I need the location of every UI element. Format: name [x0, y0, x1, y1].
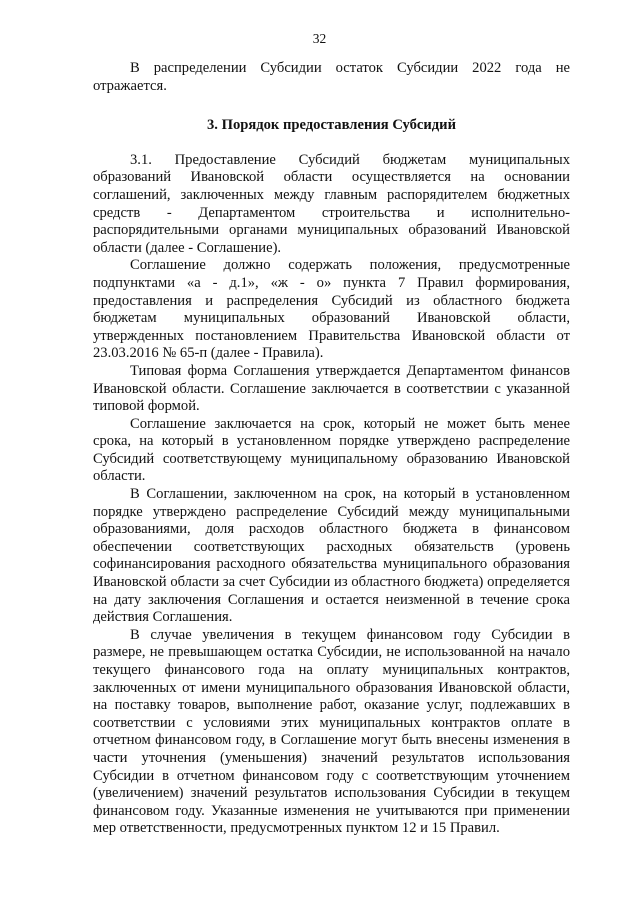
- spacer: [93, 95, 570, 117]
- spacer: [93, 135, 570, 152]
- section-heading: 3. Порядок предоставления Субсидий: [207, 117, 456, 134]
- page-number: 32: [312, 31, 327, 46]
- paragraph: Соглашение должно содержать положения, предусмотренные подпунктами «а - д.1», «ж - о» пункта 7 Правил формирования, предоставления и распределения Субсидий из областного бюджета бюджетам муниципальных образований Ивановской области, утвержденных постановлением Правительства Ивановской области от 23.03.2016 № 65-п (далее - Правила).: [93, 257, 570, 362]
- intro-paragraph: В распределении Субсидии остаток Субсидии 2022 года не отражается.: [93, 60, 570, 94]
- paragraph: В Соглашении, заключенном на срок, на который в установленном порядке утверждено распределение Субсидий между муниципальными образованиями, доля расходов областного бюджета в финансовом обеспечении соответствующих расходных обязательств (уровень софинансирования расходного обязательства муниципального образования Ивановской области за счет Субсидии из областного бюджета) определяется на дату заключения Соглашения и остается неизменной в течение срока действия Соглашения.: [93, 486, 570, 626]
- paragraph: В случае увеличения в текущем финансовом году Субсидии в размере, не превышающем остатка Субсидии, не использованной на начало текущего финансового года на оплату муниципальных контрактов, заключенных от имени муниципального образования Ивановской области, на поставку товаров, выполнение работ, оказание услуг, подлежавших в соответствии с условиями этих муниципальных контрактов оплате в отчетном финансовом году, в Соглашение могут быть внесены изменения в части уточнения (уменьшения) значений результатов использования Субсидии в отчетном финансовом году с соответствующим уточнением (увеличением) значений результатов использования Субсидии в текущем финансовом году. Указанные изменения не учитываются при применении мер ответственности, предусмотренных пунктом 12 и 15 Правил.: [93, 626, 570, 837]
- paragraph: 3.1. Предоставление Субсидий бюджетам муниципальных образований Ивановской области осуществляется на основании соглашений, заключенных между главным распорядителем бюджетных средств - Департаментом строительства и исполнительно-распорядительными органами муниципальных образований Ивановской области (далее - Соглашение).: [93, 151, 570, 256]
- paragraph: Соглашение заключается на срок, который не может быть менее срока, на который в установленном порядке утверждено распределение Субсидий соответствующему муниципальному образованию Ивановской области.: [93, 415, 570, 485]
- document-body: [93, 60, 570, 838]
- paragraph: Типовая форма Соглашения утверждается Департаментом финансов Ивановской области. Соглашение заключается в соответствии с указанной типовой формой.: [93, 362, 570, 415]
